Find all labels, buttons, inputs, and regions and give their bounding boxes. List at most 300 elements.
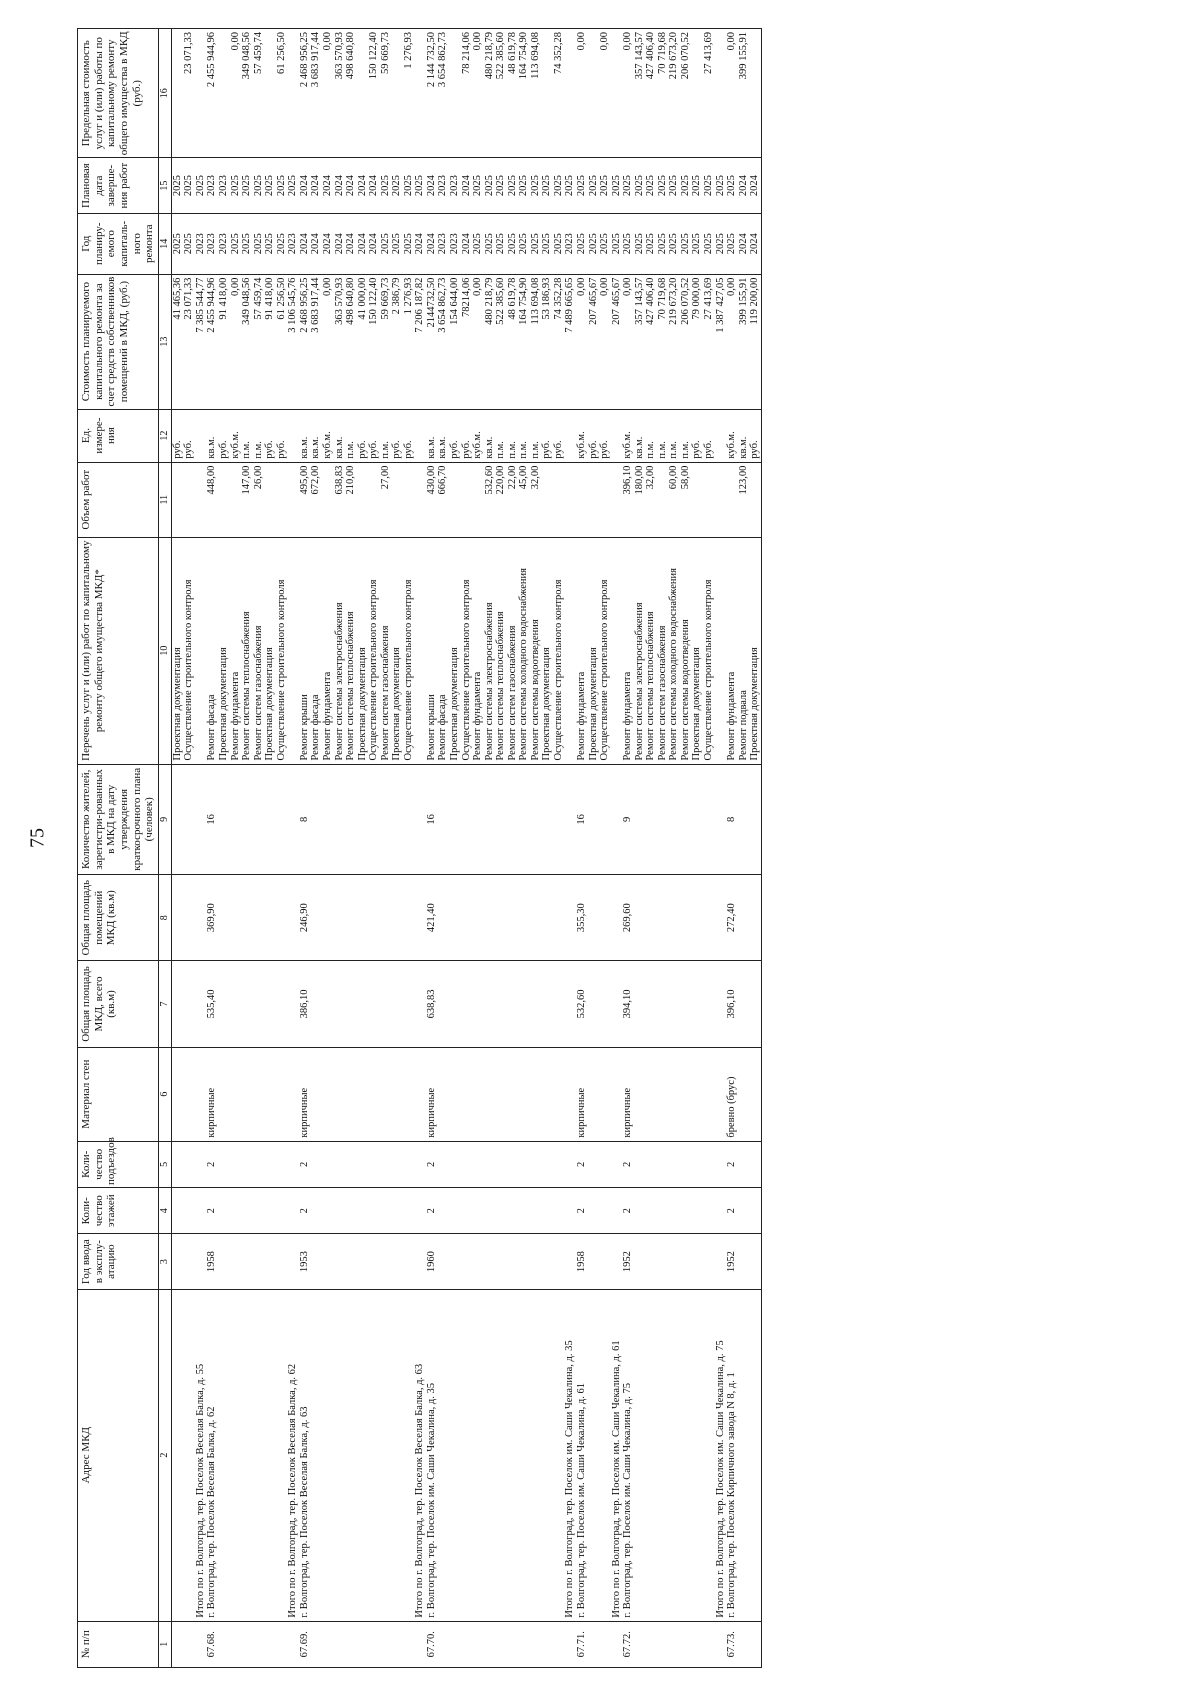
- table-row: [599, 29, 611, 1668]
- table-cell: 369,90: [206, 875, 218, 961]
- table-cell: [657, 1047, 669, 1141]
- table-cell: [403, 462, 415, 537]
- column-number: 9: [158, 764, 171, 875]
- table-cell: [357, 462, 369, 537]
- table-cell: [541, 29, 553, 159]
- table-cell: [403, 1141, 415, 1187]
- table-cell: руб.: [171, 409, 183, 462]
- table-cell: 91 418,00: [218, 274, 230, 409]
- table-cell: [437, 1047, 449, 1141]
- table-cell: [668, 961, 680, 1047]
- table-row: [472, 29, 484, 1668]
- table-cell: [253, 764, 265, 875]
- table-cell: 2025: [611, 213, 623, 274]
- table-cell: 396,10: [622, 462, 634, 537]
- table-cell: [334, 1141, 346, 1187]
- table-cell: [322, 1047, 334, 1141]
- table-cell: Ремонт фундамента: [576, 537, 588, 764]
- table-cell: 0,00: [726, 29, 738, 159]
- table-cell: п.м.: [495, 409, 507, 462]
- table-cell: [437, 961, 449, 1047]
- table-cell: 1958: [206, 1234, 218, 1289]
- table-cell: [553, 961, 565, 1047]
- table-cell: [449, 1289, 461, 1621]
- table-cell: [253, 875, 265, 961]
- table-cell: [668, 1141, 680, 1187]
- table-cell: [495, 1188, 507, 1234]
- table-cell: [691, 1289, 703, 1621]
- table-cell: [357, 1141, 369, 1187]
- table-cell: 2024: [749, 158, 761, 213]
- table-row: [553, 29, 565, 1668]
- table-cell: 0,00: [726, 274, 738, 409]
- table-cell: 27,00: [380, 462, 392, 537]
- table-cell: 0,00: [599, 274, 611, 409]
- table-cell: Ремонт фасада: [206, 537, 218, 764]
- table-cell: [195, 1047, 207, 1141]
- table-cell: [264, 1289, 276, 1621]
- table-cell: 9: [622, 764, 634, 875]
- table-cell: [461, 462, 473, 537]
- table-cell: Итого по г. Волгоград, тер. Поселок Веселая Балка, д. 62: [287, 1289, 299, 1621]
- table-cell: Итого по г. Волгоград, тер. Поселок им. Саши Чекалина, д. 61: [611, 1289, 623, 1621]
- table-cell: [437, 1621, 449, 1667]
- table-cell: [645, 875, 657, 961]
- table-cell: [518, 1621, 530, 1667]
- table-cell: [461, 1234, 473, 1289]
- table-cell: [183, 961, 195, 1047]
- table-cell: 41 000,00: [357, 274, 369, 409]
- table-cell: [287, 1141, 299, 1187]
- table-cell: [645, 1289, 657, 1621]
- table-cell: [541, 1289, 553, 1621]
- table-cell: 2025: [171, 213, 183, 274]
- table-cell: 67.71.: [576, 1621, 588, 1667]
- table-cell: [230, 1188, 242, 1234]
- table-cell: [368, 1289, 380, 1621]
- table-cell: [749, 462, 761, 537]
- table-row: [287, 29, 299, 1668]
- table-row: [564, 29, 576, 1668]
- table-row: [345, 29, 357, 1668]
- table-row: [253, 29, 265, 1668]
- table-cell: [218, 961, 230, 1047]
- table-cell: [691, 1234, 703, 1289]
- table-cell: [541, 764, 553, 875]
- table-row: [322, 29, 334, 1668]
- table-cell: [264, 961, 276, 1047]
- table-cell: 113 694,08: [530, 274, 542, 409]
- table-cell: [541, 1621, 553, 1667]
- table-cell: Проектная документация: [588, 537, 600, 764]
- table-cell: [357, 1188, 369, 1234]
- column-number: 6: [158, 1047, 171, 1141]
- table-cell: [668, 1234, 680, 1289]
- table-cell: [588, 1234, 600, 1289]
- table-cell: 7 385 544,77: [195, 274, 207, 409]
- table-cell: п.м.: [657, 409, 669, 462]
- table-cell: [738, 1621, 750, 1667]
- table-cell: 2025: [530, 158, 542, 213]
- header-row: [78, 29, 159, 1668]
- table-cell: 2025: [668, 213, 680, 274]
- table-cell: [322, 764, 334, 875]
- table-cell: [264, 1047, 276, 1141]
- table-cell: [449, 462, 461, 537]
- table-cell: [495, 764, 507, 875]
- table-cell: 2025: [241, 158, 253, 213]
- table-cell: [414, 29, 426, 159]
- table-cell: [345, 1234, 357, 1289]
- table-cell: 1953: [299, 1234, 311, 1289]
- table-cell: 2025: [576, 213, 588, 274]
- table-cell: 2: [206, 1188, 218, 1234]
- table-cell: 2025: [414, 158, 426, 213]
- table-cell: [171, 1289, 183, 1621]
- table-cell: [357, 29, 369, 159]
- table-cell: 638,83: [334, 462, 346, 537]
- table-cell: 45,00: [518, 462, 530, 537]
- table-cell: [588, 961, 600, 1047]
- column-number: 4: [158, 1188, 171, 1234]
- table-cell: [564, 1621, 576, 1667]
- table-row: [334, 29, 346, 1668]
- table-cell: [518, 1188, 530, 1234]
- table-cell: 2024: [357, 158, 369, 213]
- table-row: [715, 29, 727, 1668]
- table-cell: [472, 961, 484, 1047]
- table-cell: 2025: [507, 213, 519, 274]
- table-cell: [749, 29, 761, 159]
- table-cell: [530, 1188, 542, 1234]
- table-cell: 2: [726, 1141, 738, 1187]
- table-cell: 2024: [345, 158, 357, 213]
- table-cell: 672,00: [310, 462, 322, 537]
- table-cell: 2024: [322, 213, 334, 274]
- table-cell: [449, 1141, 461, 1187]
- table-cell: 2024: [299, 213, 311, 274]
- table-cell: [507, 1047, 519, 1141]
- column-number: 11: [158, 462, 171, 537]
- table-cell: 147,00: [241, 462, 253, 537]
- table-cell: [657, 961, 669, 1047]
- table-cell: 421,40: [426, 875, 438, 961]
- table-cell: 2025: [634, 158, 646, 213]
- table-cell: [472, 1234, 484, 1289]
- column-number: 3: [158, 1234, 171, 1289]
- table-row: [206, 29, 218, 1668]
- table-cell: [241, 875, 253, 961]
- table-cell: 0,00: [622, 29, 634, 159]
- table-cell: [334, 764, 346, 875]
- table-cell: [253, 1141, 265, 1187]
- table-cell: [171, 875, 183, 961]
- table-cell: 2023: [218, 213, 230, 274]
- table-cell: [749, 1289, 761, 1621]
- table-cell: [472, 875, 484, 961]
- table-cell: 269,60: [622, 875, 634, 961]
- table-cell: [611, 1621, 623, 1667]
- table-cell: кв.м.: [299, 409, 311, 462]
- table-cell: куб.м.: [576, 409, 588, 462]
- table-cell: 2025: [541, 213, 553, 274]
- table-cell: [334, 1621, 346, 1667]
- table-cell: 2025: [472, 213, 484, 274]
- table-cell: 2023: [449, 213, 461, 274]
- table-cell: 386,10: [299, 961, 311, 1047]
- table-cell: [195, 1188, 207, 1234]
- table-cell: Ремонт систем газоснабжения: [253, 537, 265, 764]
- table-cell: 2025: [715, 213, 727, 274]
- table-cell: [368, 1141, 380, 1187]
- table-cell: 1960: [426, 1234, 438, 1289]
- table-cell: [230, 462, 242, 537]
- table-cell: [495, 1234, 507, 1289]
- table-cell: [414, 1047, 426, 1141]
- table-cell: 2: [576, 1188, 588, 1234]
- table-cell: [218, 764, 230, 875]
- table-cell: [380, 764, 392, 875]
- table-cell: [749, 764, 761, 875]
- table-cell: 16: [206, 764, 218, 875]
- column-number: 2: [158, 1289, 171, 1621]
- table-cell: 3 654 862,73: [437, 274, 449, 409]
- table-cell: [414, 409, 426, 462]
- table-cell: 2025: [518, 213, 530, 274]
- table-cell: 150 122,40: [368, 274, 380, 409]
- table-cell: Ремонт систем газоснабжения: [657, 537, 669, 764]
- table-cell: [380, 1621, 392, 1667]
- table-cell: [691, 462, 703, 537]
- table-cell: [495, 1621, 507, 1667]
- table-cell: [715, 537, 727, 764]
- table-row: [403, 29, 415, 1668]
- table-cell: [345, 1621, 357, 1667]
- table-cell: Осуществление строительного контроля: [703, 537, 715, 764]
- table-cell: 2023: [206, 158, 218, 213]
- table-row: [310, 29, 322, 1668]
- table-cell: [461, 1621, 473, 1667]
- table-cell: 2 144 732,50: [426, 29, 438, 159]
- table-row: [380, 29, 392, 1668]
- table-cell: 480 218,79: [484, 29, 496, 159]
- table-cell: п.м.: [530, 409, 542, 462]
- table-cell: [738, 1188, 750, 1234]
- table-cell: [334, 875, 346, 961]
- table-cell: [391, 1188, 403, 1234]
- table-cell: [645, 1621, 657, 1667]
- header-cell: Коли-чество этажей: [78, 1188, 159, 1234]
- table-cell: [518, 764, 530, 875]
- table-cell: [287, 462, 299, 537]
- table-cell: г. Волгоград, тер. Поселок им. Саши Чекалина, д. 35: [426, 1289, 438, 1621]
- table-cell: [680, 1188, 692, 1234]
- table-cell: [680, 764, 692, 875]
- table-cell: 2024: [334, 158, 346, 213]
- table-cell: [495, 961, 507, 1047]
- table-cell: [357, 1621, 369, 1667]
- table-cell: [611, 29, 623, 159]
- table-cell: 16: [426, 764, 438, 875]
- table-cell: 206 070,52: [680, 274, 692, 409]
- table-cell: 2023: [449, 158, 461, 213]
- table-cell: Осуществление строительного контроля: [403, 537, 415, 764]
- table-cell: [230, 1141, 242, 1187]
- table-cell: [518, 875, 530, 961]
- table-cell: [599, 1141, 611, 1187]
- table-cell: [310, 961, 322, 1047]
- table-cell: [645, 1141, 657, 1187]
- table-cell: 495,00: [299, 462, 311, 537]
- table-cell: [634, 1141, 646, 1187]
- table-cell: 666,70: [437, 462, 449, 537]
- table-cell: 0,00: [230, 274, 242, 409]
- table-cell: [564, 1234, 576, 1289]
- table-cell: 23 071,33: [183, 274, 195, 409]
- table-cell: 2025: [622, 213, 634, 274]
- table-cell: 2025: [564, 158, 576, 213]
- table-cell: [668, 764, 680, 875]
- header-cell: Плановая дата заверше-ния работ: [78, 158, 159, 213]
- table-cell: [253, 961, 265, 1047]
- table-cell: 2024: [322, 158, 334, 213]
- table-cell: 2 468 956,25: [299, 29, 311, 159]
- table-cell: [391, 1234, 403, 1289]
- table-cell: п.м.: [380, 409, 392, 462]
- table-cell: [322, 1234, 334, 1289]
- table-cell: 150 122,40: [368, 29, 380, 159]
- table-cell: [703, 1234, 715, 1289]
- table-cell: [357, 764, 369, 875]
- table-cell: Итого по г. Волгоград, тер. Поселок Веселая Балка, д. 63: [414, 1289, 426, 1621]
- table-cell: [680, 1621, 692, 1667]
- table-cell: [680, 875, 692, 961]
- table-cell: [518, 961, 530, 1047]
- table-cell: [195, 764, 207, 875]
- table-cell: 48 619,78: [507, 274, 519, 409]
- table-row: [588, 29, 600, 1668]
- table-cell: [183, 1289, 195, 1621]
- table-cell: [518, 1289, 530, 1621]
- table-cell: 0,00: [599, 29, 611, 159]
- table-cell: руб.: [553, 409, 565, 462]
- table-cell: [183, 1188, 195, 1234]
- table-cell: [310, 764, 322, 875]
- table-cell: руб.: [588, 409, 600, 462]
- table-cell: [183, 1621, 195, 1667]
- table-cell: [634, 875, 646, 961]
- table-cell: 2 455 944,96: [206, 274, 218, 409]
- table-cell: [715, 1047, 727, 1141]
- table-cell: [264, 1141, 276, 1187]
- table-cell: 2025: [634, 213, 646, 274]
- table-body: [171, 29, 761, 1668]
- table-cell: 2 455 944,96: [206, 29, 218, 159]
- table-cell: 0,00: [322, 274, 334, 409]
- table-cell: [553, 1289, 565, 1621]
- table-cell: [195, 875, 207, 961]
- table-cell: 2024: [310, 158, 322, 213]
- table-cell: 535,40: [206, 961, 218, 1047]
- table-cell: [484, 961, 496, 1047]
- table-cell: Осуществление строительного контроля: [599, 537, 611, 764]
- table-cell: 1 387 427,05: [715, 274, 727, 409]
- table-cell: [391, 29, 403, 159]
- table-cell: кв.м.: [437, 409, 449, 462]
- table-cell: [276, 1141, 288, 1187]
- table-row: [541, 29, 553, 1668]
- table-cell: 32,00: [645, 462, 657, 537]
- header-cell: Перечень услуг и (или) работ по капитальному ремонту общего имущества МКД*: [78, 537, 159, 764]
- table-cell: п.м.: [518, 409, 530, 462]
- table-cell: 2025: [183, 158, 195, 213]
- table-cell: [276, 1289, 288, 1621]
- table-cell: [195, 1621, 207, 1667]
- table-cell: 2: [726, 1188, 738, 1234]
- table-cell: [715, 961, 727, 1047]
- table-cell: [218, 462, 230, 537]
- table-cell: [380, 1234, 392, 1289]
- table-cell: [461, 1141, 473, 1187]
- table-cell: [484, 1234, 496, 1289]
- table-cell: [657, 764, 669, 875]
- table-cell: 2024: [414, 213, 426, 274]
- column-number: 16: [158, 29, 171, 159]
- table-cell: Осуществление строительного контроля: [276, 537, 288, 764]
- table-cell: Ремонт системы теплоснабжения: [645, 537, 657, 764]
- table-cell: 2025: [553, 213, 565, 274]
- table-cell: 2025: [715, 158, 727, 213]
- table-cell: [611, 1234, 623, 1289]
- table-cell: Ремонт системы теплоснабжения: [241, 537, 253, 764]
- table-cell: 207 465,67: [611, 274, 623, 409]
- header-cell: Ед. измере-ния: [78, 409, 159, 462]
- table-cell: [449, 764, 461, 875]
- table-cell: [276, 875, 288, 961]
- table-cell: [322, 1141, 334, 1187]
- table-cell: 2025: [703, 158, 715, 213]
- table-cell: 53 186,93: [541, 274, 553, 409]
- table-cell: руб.: [599, 409, 611, 462]
- table-cell: [691, 764, 703, 875]
- table-cell: 0,00: [472, 29, 484, 159]
- table-cell: 61 256,50: [276, 29, 288, 159]
- table-cell: [241, 1188, 253, 1234]
- table-cell: 1958: [576, 1234, 588, 1289]
- table-cell: Ремонт системы теплоснабжения: [345, 537, 357, 764]
- table-cell: [588, 462, 600, 537]
- table-cell: Осуществление строительного контроля: [553, 537, 565, 764]
- table-cell: 1952: [622, 1234, 634, 1289]
- table-cell: [507, 764, 519, 875]
- table-cell: [264, 462, 276, 537]
- table-cell: Проектная документация: [218, 537, 230, 764]
- table-cell: [703, 1141, 715, 1187]
- table-cell: [564, 29, 576, 159]
- table-cell: 119 200,00: [749, 274, 761, 409]
- table-cell: [738, 1234, 750, 1289]
- table-cell: [738, 1289, 750, 1621]
- table-cell: [287, 409, 299, 462]
- table-cell: Проектная документация: [449, 537, 461, 764]
- table-cell: [287, 537, 299, 764]
- table-cell: 220,00: [495, 462, 507, 537]
- table-cell: [611, 875, 623, 961]
- table-cell: г. Волгоград, тер. Поселок Кирпичного завода N 8, д. 1: [726, 1289, 738, 1621]
- table-cell: [171, 1047, 183, 1141]
- table-cell: [530, 1621, 542, 1667]
- table-cell: [541, 1234, 553, 1289]
